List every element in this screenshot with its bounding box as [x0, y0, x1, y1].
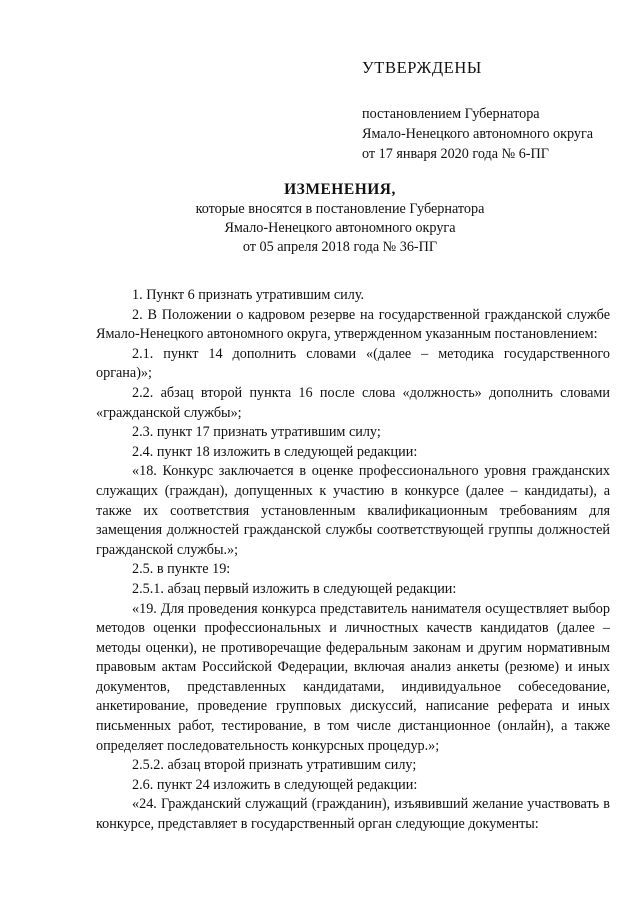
approval-heading: УТВЕРЖДЕНЫ — [362, 58, 482, 77]
document-subtitle-1: которые вносятся в постановление Губернатора — [195, 201, 485, 217]
approval-line-1: постановлением Губернатора — [362, 106, 540, 122]
document-body — [96, 286, 610, 835]
document-subtitle-2: Ямало-Ненецкого автономного округа — [224, 220, 456, 236]
paragraph-2-4: 2.4. пункт 18 изложить в следующей редакции: — [132, 443, 418, 460]
paragraph-2-2: 2.2. абзац второй пункта 16 после слова «должность» дополнить словами «гражданской службы»; — [96, 384, 610, 421]
approval-block — [362, 58, 622, 164]
paragraph-24-quote: «24. Гражданский служащий (гражданин), изъявивший желание участвовать в конкурсе, представляет в государственный орган следующие документы: — [96, 796, 610, 833]
paragraph-2-5-1: 2.5.1. абзац первый изложить в следующей редакции: — [132, 580, 457, 597]
approval-line-3: от 17 января 2020 года № 6-ПГ — [362, 146, 549, 162]
document-subtitle-3: от 05 апреля 2018 года № 36-ПГ — [242, 239, 438, 255]
paragraph-2-5: 2.5. в пункте 19: — [132, 561, 231, 578]
paragraph-2-5-2: 2.5.2. абзац второй признать утратившим силу; — [132, 757, 417, 774]
document-title: ИЗМЕНЕНИЯ, — [284, 181, 396, 198]
approval-line-2: Ямало-Ненецкого автономного округа — [362, 126, 594, 142]
paragraph-2-6: 2.6. пункт 24 изложить в следующей редакции: — [132, 776, 418, 793]
paragraph-2-3: 2.3. пункт 17 признать утратившим силу; — [132, 424, 381, 441]
paragraph-2: 2. В Положении о кадровом резерве на государственной гражданской службе Ямало-Ненецкого автономного округа, утвержденном указанным постановлением: — [96, 306, 610, 343]
document-header — [140, 180, 540, 257]
paragraph-2-1: 2.1. пункт 14 дополнить словами «(далее – методика государственного органа)»; — [96, 345, 610, 382]
paragraph-19-quote: «19. Для проведения конкурса представитель нанимателя осуществляет выбор методов оценки профессиональных и личностных качеств кандидатов (далее – методы оценки), не противоречащие федеральным законам и другим нормативным правовым актам Российской Федерации, включая анализ анкеты (резюме) и иных документов, представленных кандидатами, индивидуальное собеседование, анкетирование, проведение групповых дискуссий, написание реферата и иных письменных работ, тестирование, в том числе дистанционное (онлайн), а также определяет последовательность конкурсных процедур.»; — [96, 600, 610, 754]
paragraph-1: 1. Пункт 6 признать утратившим силу. — [132, 287, 365, 303]
paragraph-18-quote: «18. Конкурс заключается в оценке профессионального уровня гражданских служащих (граждан), допущенных к участию в конкурсе (далее – кандидаты), а также их соответствия установленным квалификационным требованиям для замещения должностей гражданской службы соответствующей группы должностей гражданской службы.»; — [96, 463, 610, 558]
